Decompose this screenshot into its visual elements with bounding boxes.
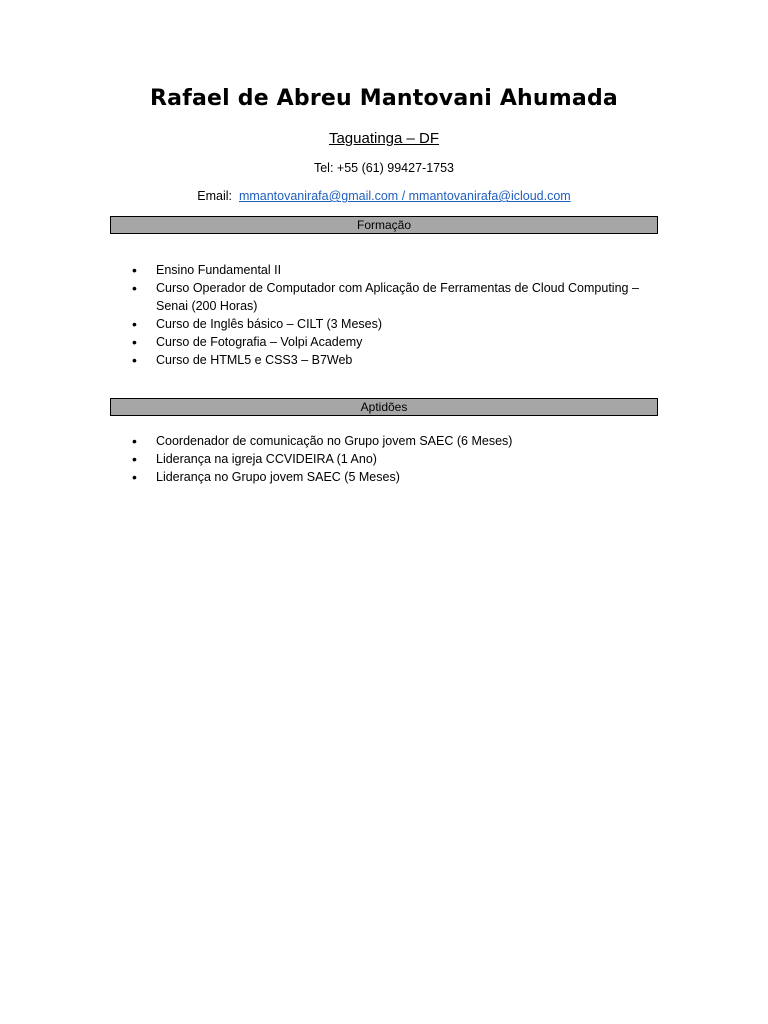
list-item: • Coordenador de comunicação no Grupo jovem SAEC (6 Meses)	[156, 432, 661, 450]
list-item: • Curso de HTML5 e CSS3 – B7Web	[156, 351, 661, 369]
list-item: • Curso de Inglês básico – CILT (3 Meses)	[156, 315, 661, 333]
aptidoes-list	[156, 432, 661, 486]
section-header-formacao: Formação	[110, 216, 658, 234]
list-item: • Curso de Fotografia – Volpi Academy	[156, 333, 661, 351]
email-label: Email:	[197, 189, 232, 203]
formacao-list	[156, 261, 661, 369]
list-item: • Liderança na igreja CCVIDEIRA (1 Ano)	[156, 450, 661, 468]
candidate-name: Rafael de Abreu Mantovani Ahumada	[150, 86, 618, 111]
email-links[interactable]: mmantovanirafa@gmail.com / mmantovanirafa@icloud.com	[238, 189, 571, 203]
city-text: Taguatinga – DF	[328, 130, 440, 147]
section-header-aptidoes: Aptidões	[110, 398, 658, 416]
phone-line: Tel: +55 (61) 99427-1753	[313, 161, 455, 175]
city-line	[0, 130, 768, 147]
list-item: • Ensino Fundamental II	[156, 261, 661, 279]
email-line	[0, 189, 768, 203]
list-item: • Liderança no Grupo jovem SAEC (5 Meses)	[156, 468, 661, 486]
list-item: • Curso Operador de Computador com Aplicação de Ferramentas de Cloud Computing – Senai (200 Horas)	[156, 279, 661, 315]
